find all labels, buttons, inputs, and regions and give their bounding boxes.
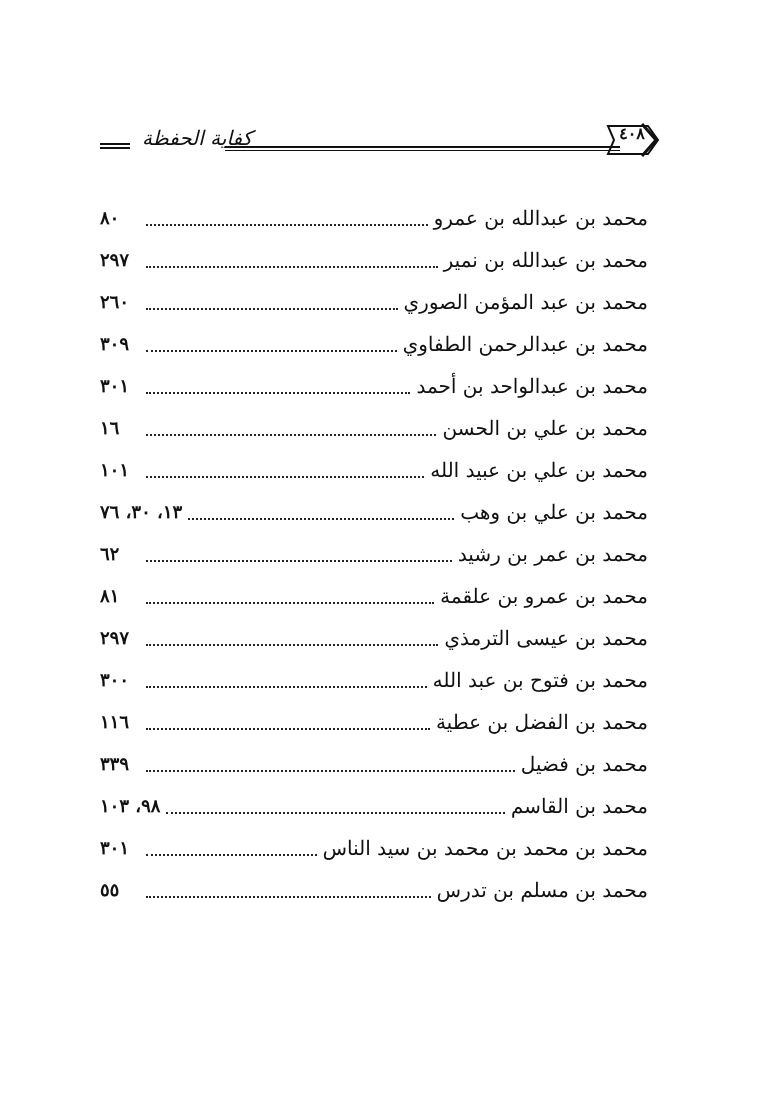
entry-pages: ٦٢ — [100, 543, 120, 565]
entry-name: محمد بن الفضل بن عطية — [435, 710, 648, 734]
entry-name: محمد بن عبدالله بن نمير — [443, 248, 648, 272]
entry-pages: ١٣، ٣٠، ٧٦ — [100, 501, 183, 523]
index-entry — [100, 197, 648, 239]
index-entry — [100, 281, 648, 323]
entry-name: محمد بن فتوح بن عبد الله — [432, 668, 648, 692]
index-entry — [100, 491, 648, 533]
dot-leader — [146, 420, 436, 436]
index-entry — [100, 743, 648, 785]
entry-pages: ٣٠١ — [100, 837, 130, 859]
index-entry — [100, 659, 648, 701]
dot-leader — [146, 210, 428, 226]
entry-name: محمد بن عبدالواحد بن أحمد — [416, 374, 648, 398]
entry-name: محمد بن عبد المؤمن الصوري — [403, 290, 648, 314]
index-entry — [100, 239, 648, 281]
entry-name: محمد بن عيسى الترمذي — [444, 626, 648, 650]
index-entry — [100, 617, 648, 659]
entry-name: محمد بن عبدالله بن عمرو — [433, 206, 648, 230]
entry-pages: ٢٩٧ — [100, 627, 130, 649]
entry-pages: ٥٥ — [100, 879, 120, 901]
entry-pages: ٣٠٩ — [100, 333, 130, 355]
entry-pages: ٣٠٠ — [100, 669, 130, 691]
header-dash — [100, 143, 130, 149]
index-entry — [100, 575, 648, 617]
entry-pages: ٢٦٠ — [100, 291, 130, 313]
entry-pages: ١٦ — [100, 417, 120, 439]
index-entry — [100, 323, 648, 365]
dot-leader — [146, 546, 452, 562]
entry-pages: ٨٠ — [100, 207, 120, 229]
running-header — [100, 118, 660, 158]
entry-pages: ٣٣٩ — [100, 753, 130, 775]
index-entry — [100, 827, 648, 869]
dot-leader — [146, 840, 317, 856]
dot-leader — [146, 252, 438, 268]
entry-pages: ١١٦ — [100, 711, 130, 733]
entry-name: محمد بن علي بن الحسن — [442, 416, 648, 440]
index-entries — [100, 197, 648, 911]
index-entry — [100, 533, 648, 575]
entry-pages: ١٠١ — [100, 459, 130, 481]
dot-leader — [146, 588, 434, 604]
entry-name: محمد بن فضيل — [520, 752, 648, 776]
dot-leader — [146, 882, 431, 898]
entry-name: محمد بن عبدالرحمن الطفاوي — [402, 332, 648, 356]
entry-name: محمد بن عمر بن رشيد — [457, 542, 648, 566]
dot-leader — [146, 672, 427, 688]
dot-leader — [166, 798, 504, 814]
page-number: ٤٠٨ — [619, 124, 645, 143]
dot-leader — [146, 714, 430, 730]
entry-pages: ٩٨، ١٠٣ — [100, 795, 161, 817]
entry-name: محمد بن علي بن وهب — [460, 500, 648, 524]
index-entry — [100, 407, 648, 449]
entry-pages: ٢٩٧ — [100, 249, 130, 271]
dot-leader — [146, 630, 438, 646]
entry-name: محمد بن عمرو بن علقمة — [440, 584, 648, 608]
header-rule — [225, 146, 620, 151]
dot-leader — [146, 294, 398, 310]
page-number-badge — [600, 118, 660, 158]
dot-leader — [146, 336, 397, 352]
index-entry — [100, 701, 648, 743]
dot-leader — [146, 462, 424, 478]
dot-leader — [146, 756, 515, 772]
index-entry — [100, 785, 648, 827]
entry-pages: ٣٠١ — [100, 375, 130, 397]
entry-name: محمد بن مسلم بن تدرس — [436, 878, 648, 902]
entry-name: محمد بن علي بن عبيد الله — [430, 458, 648, 482]
dot-leader — [188, 504, 454, 520]
index-entry — [100, 449, 648, 491]
book-title: كفاية الحفظة — [142, 126, 253, 150]
dot-leader — [146, 378, 410, 394]
entry-name: محمد بن القاسم — [510, 794, 648, 818]
index-entry — [100, 365, 648, 407]
entry-pages: ٨١ — [100, 585, 120, 607]
index-entry — [100, 869, 648, 911]
entry-name: محمد بن محمد بن محمد بن سيد الناس — [322, 836, 648, 860]
